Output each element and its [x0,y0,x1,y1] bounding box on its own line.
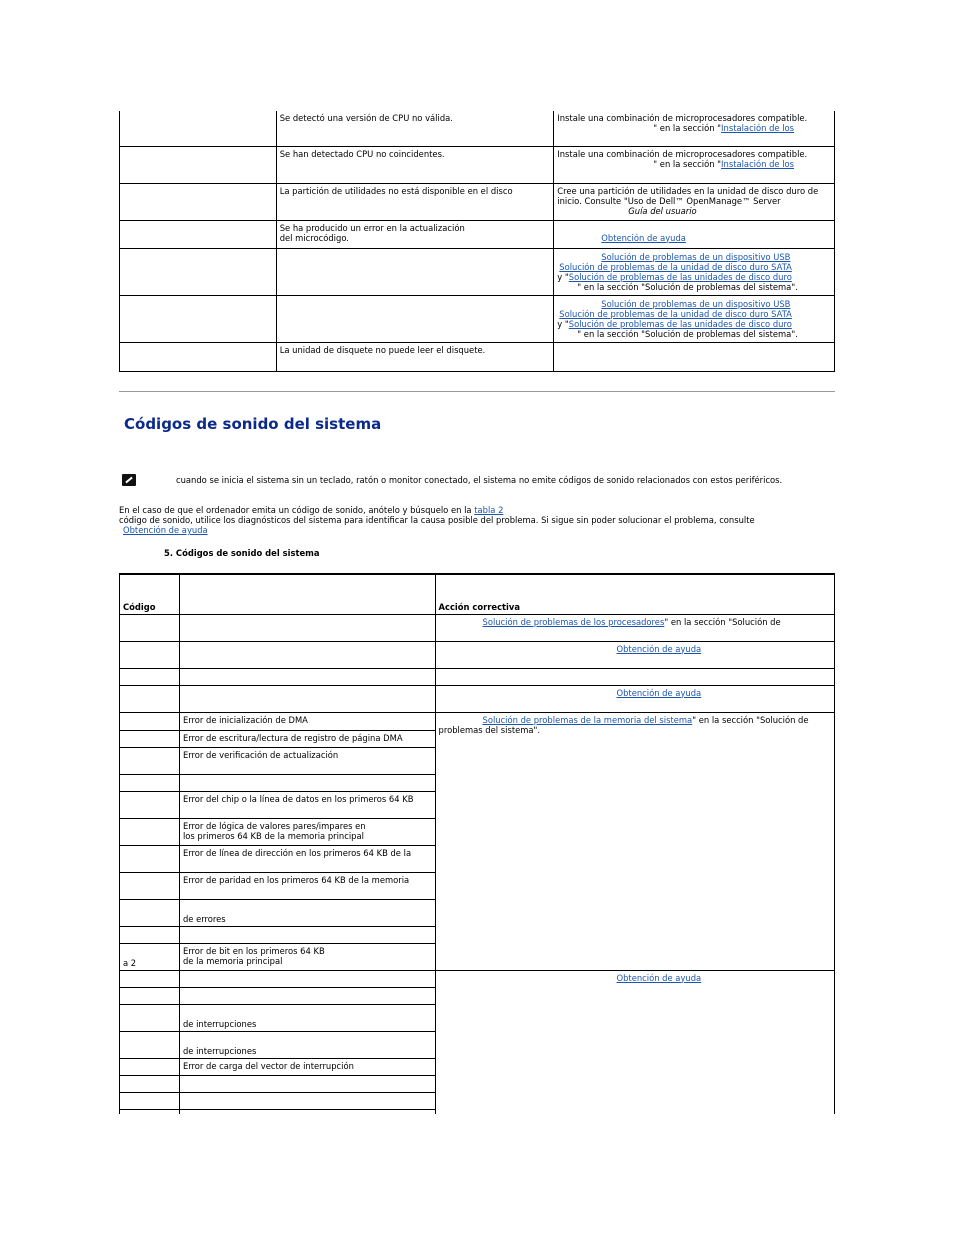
action-text: " en la sección "Solución de [664,616,781,627]
code-cell [120,845,180,872]
action-text: " en la sección "Solución de problemas del sistema". [577,281,798,292]
error-code-cell [120,248,277,295]
code-cell [120,872,180,899]
action-cell-memory [435,712,835,970]
table-row [120,685,835,712]
cause-line: Error de bit en los primeros 64 KB [182,945,325,956]
table-row [120,146,835,183]
cause-line: de la memoria principal [182,955,283,966]
para-text: En el caso de que el ordenador emita un código de sonido, anótelo y búsquelo en la [119,505,475,515]
error-table [119,111,835,372]
table-row [120,248,835,295]
cause-cell [179,970,435,987]
table-caption: 5. Códigos de sonido del sistema [164,548,320,558]
action-text: " en la sección "Solución de [692,714,809,725]
action-text: " en la sección " [653,123,722,133]
link-sata-troubleshooting[interactable]: Solución de problemas de la unidad de disco duro SATA [559,308,792,319]
error-code-cell [120,146,277,183]
code-cell [120,668,180,685]
cause-line: Error de lógica de valores pares/impares en [182,820,366,831]
cause-cell [179,1075,435,1092]
error-message-cell: La partición de utilidades no está disponible en el disco [276,183,554,220]
action-text: Instale una combinación de microprocesadores compatible. [557,113,808,123]
code-cell [120,641,180,668]
code-cell [120,899,180,926]
link-getting-help[interactable]: Obtención de ayuda [616,643,702,654]
cause-cell: Error del chip o la línea de datos en los primeros 64 KB [179,791,435,818]
code-cell: a 2 [120,943,180,970]
guide-title: Guía del usuario [628,205,697,216]
link-usb-troubleshooting[interactable]: Solución de problemas de un dispositivo USB [601,251,791,262]
error-code-cell [120,220,277,248]
table-row [120,183,835,220]
code-cell [120,791,180,818]
cause-cell: de interrupciones [179,1004,435,1031]
action-text: problemas del sistema". [438,724,541,735]
link-table-2[interactable]: tabla 2 [474,505,504,515]
cause-cell [179,774,435,791]
note-icon [122,474,136,486]
code-cell [120,712,180,730]
link-getting-help[interactable]: Obtención de ayuda [123,525,208,535]
link-memory-troubleshooting[interactable]: Solución de problemas de la memoria del sistema [482,714,693,725]
error-action-cell [554,220,835,248]
table-row [120,641,835,668]
action-cell [435,685,835,712]
code-cell [120,1092,180,1109]
code-cell [120,1075,180,1092]
error-action-cell [554,111,835,146]
error-action-cell [554,295,835,342]
cause-cell: Error de inicialización de DMA [179,712,435,730]
code-cell [120,818,180,845]
cause-cell: Error de verificación de actualización [179,747,435,774]
link-getting-help[interactable]: Obtención de ayuda [601,232,686,243]
link-hdd-troubleshooting[interactable]: Solución de problemas de las unidades de disco duro [568,271,792,282]
action-text: y " [557,318,569,329]
action-text: " en la sección " [653,158,722,169]
link-installing-processors[interactable]: Instalación de los [721,158,795,169]
intro-paragraph [119,505,835,535]
error-code-cell [120,111,277,146]
cause-cell: de errores [179,899,435,926]
code-cell [120,1058,180,1075]
action-cell [435,668,835,685]
note-text: cuando se inicia el sistema sin un teclado, ratón o monitor conectado, el sistema no emite códigos de sonido relacionados con estos periféricos. [176,475,783,485]
link-hdd-troubleshooting[interactable]: Solución de problemas de las unidades de disco duro [568,318,792,329]
header-code: Código [120,574,180,614]
section-divider [119,391,835,392]
code-cell [120,685,180,712]
table-row [120,111,835,146]
table-header-row [120,574,835,614]
code-cell [120,970,180,987]
code-cell [120,1004,180,1031]
link-getting-help[interactable]: Obtención de ayuda [616,972,702,983]
error-action-cell [554,342,835,371]
cause-cell: Error de carga del vector de interrupción [179,1058,435,1075]
cause-cell [179,818,435,845]
table-row [120,614,835,641]
header-cause [179,574,435,614]
code-cell [120,1031,180,1058]
action-text: Instale una combinación de microprocesadores compatible. [557,148,808,159]
link-processor-troubleshooting[interactable]: Solución de problemas de los procesadores [482,616,665,627]
action-cell [435,641,835,668]
cause-cell: Error de paridad en los primeros 64 KB de la memoria [179,872,435,899]
error-action-cell [554,183,835,220]
table-row [120,220,835,248]
code-cell [120,730,180,747]
error-message-cell [276,220,554,248]
cause-cell [179,685,435,712]
cause-cell [179,614,435,641]
error-message-cell: Se han detectado CPU no coincidentes. [276,146,554,183]
action-text: " en la sección "Solución de problemas del sistema". [577,328,798,339]
error-code-cell [120,295,277,342]
link-getting-help[interactable]: Obtención de ayuda [616,687,702,698]
error-code-cell [120,342,277,371]
message-line: Se ha producido un error en la actualización [279,222,465,233]
cause-line: los primeros 64 KB de la memoria principal [182,830,364,841]
error-code-cell [120,183,277,220]
error-message-cell: La unidad de disquete no puede leer el disquete. [276,342,554,371]
error-action-cell [554,248,835,295]
action-text: Cree una partición de utilidades en la unidad de disco duro de inicio. Consulte "Uso de Dell™ OpenManage™ Server [557,185,819,206]
cause-cell: de interrupciones [179,1031,435,1058]
link-installing-processors[interactable]: Instalación de los [721,123,795,133]
code-cell [120,987,180,1004]
code-cell [120,774,180,791]
table-row [120,970,835,987]
header-action: Acción correctiva [435,574,835,614]
error-action-cell [554,146,835,183]
cause-cell: Error de línea de dirección en los primeros 64 KB de la [179,845,435,872]
cause-cell [179,987,435,1004]
error-message-cell [276,295,554,342]
link-sata-troubleshooting[interactable]: Solución de problemas de la unidad de disco duro SATA [559,261,792,272]
cause-cell [179,641,435,668]
beep-codes-table [119,573,835,1114]
table-row [120,712,835,730]
error-message-cell [276,248,554,295]
action-text: y " [557,271,569,282]
table-row [120,342,835,371]
code-cell [120,1109,180,1114]
table-row [120,295,835,342]
cause-cell: Error de escritura/lectura de registro de página DMA [179,730,435,747]
action-cell [435,614,835,641]
code-cell [120,926,180,943]
action-cell-help [435,970,835,1114]
cause-cell [179,1109,435,1114]
cause-cell [179,1092,435,1109]
table-row [120,668,835,685]
message-line: del microcódigo. [279,232,349,243]
code-cell [120,747,180,774]
error-message-cell: Se detectó una versión de CPU no válida. [276,111,554,146]
cause-cell [179,943,435,970]
section-title: Códigos de sonido del sistema [124,415,382,433]
cause-cell [179,926,435,943]
para-text: código de sonido, utilice los diagnósticos del sistema para identificar la causa posible del problema. Si sigue sin poder solucionar el problema, consulte [119,515,755,525]
code-cell [120,614,180,641]
cause-cell [179,668,435,685]
link-usb-troubleshooting[interactable]: Solución de problemas de un dispositivo USB [601,298,791,309]
